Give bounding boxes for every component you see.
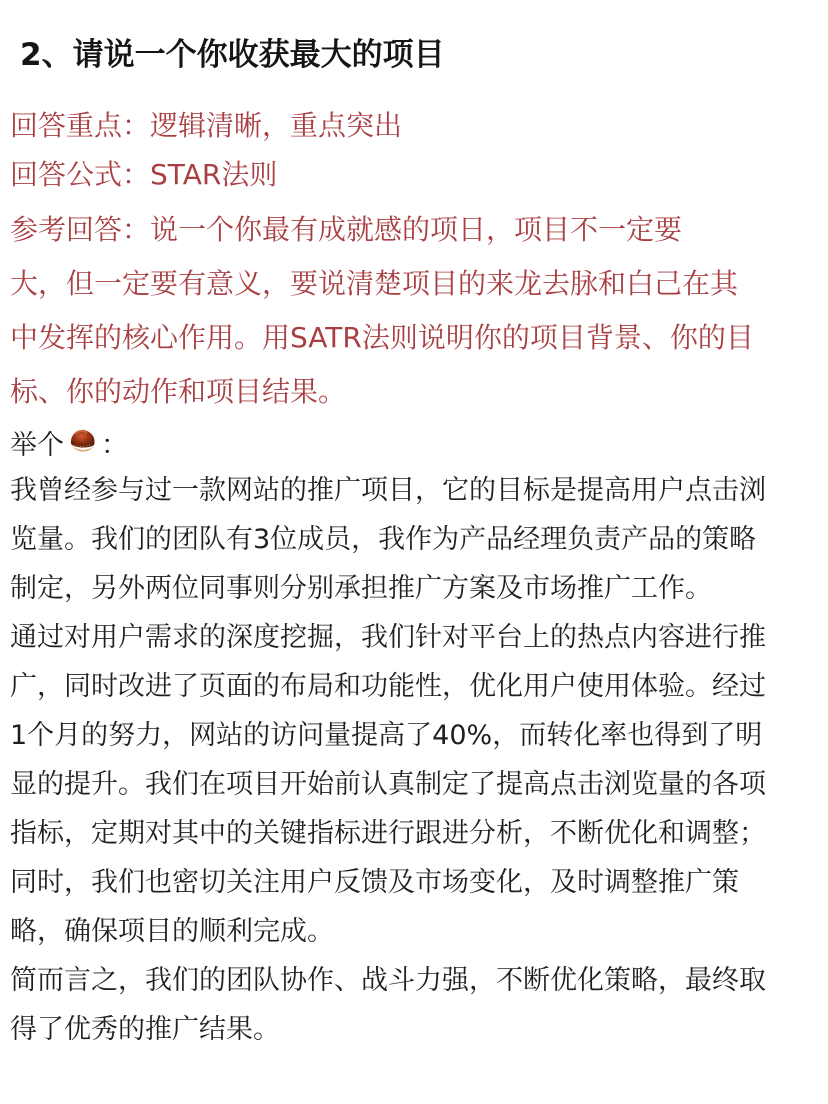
example-label xyxy=(10,417,128,467)
example-line: 1个月的努力，网站的访问量提高了40%，而转化率也得到了明 xyxy=(10,720,763,751)
reference-answer-line: 大，但一定要有意义，要说清楚项目的来龙去脉和白己在其 xyxy=(10,267,739,300)
formula-line: 回答公式：STAR法则 xyxy=(10,158,278,191)
example-line: 制定，另外两位同事则分别承担推广方案及市场推广工作。 xyxy=(10,573,712,604)
example-line: 我曾经参与过一款网站的推广项目，它的目标是提高用户点击浏 xyxy=(10,475,766,506)
reference-answer-line: 中发挥的核心作用。用SATR法则说明你的项目背景、你的目 xyxy=(10,321,754,354)
reference-answer-line: 参考回答：说一个你最有成就感的项日，项目不一定要 xyxy=(10,213,683,246)
example-label-prefix: 举个 xyxy=(10,429,64,461)
answer-guidance xyxy=(10,101,822,199)
example-line: 略，确保项目的顺利完成。 xyxy=(10,916,334,947)
example-line: 简而言之，我们的团队协作、战斗力强，不断优化策略，最终取 xyxy=(10,965,766,996)
reference-answer-line: 标、你的动作和项目结果。 xyxy=(10,375,347,408)
example-label-suffix: ： xyxy=(101,429,128,461)
example-line: 指标，定期对其中的关键指标进行跟进分析，不断优化和调整； xyxy=(10,818,766,849)
example-answer xyxy=(10,466,822,1054)
reference-answer xyxy=(10,203,822,419)
key-point-line: 回答重点：逻辑清晰，重点突出 xyxy=(10,109,403,142)
example-line: 显的提升。我们在项目开始前认真制定了提高点击浏览量的各项 xyxy=(10,769,766,800)
chestnut-icon xyxy=(65,427,99,457)
example-line: 得了优秀的推广结果。 xyxy=(10,1014,280,1045)
page-title: 2、请说一个你收获最大的项目 xyxy=(20,37,445,73)
example-line: 同时，我们也密切关注用户反馈及市场变化，及时调整推广策 xyxy=(10,867,739,898)
example-line: 览量。我们的团队有3位成员，我作为产品经理负责产品的策略 xyxy=(10,524,757,555)
example-line: 通过对用户需求的深度挖掘，我们针对平台上的热点内容进行推 xyxy=(10,622,766,653)
example-line: 广，同时改进了页面的布局和功能性，优化用户使用体验。经过 xyxy=(10,671,766,702)
